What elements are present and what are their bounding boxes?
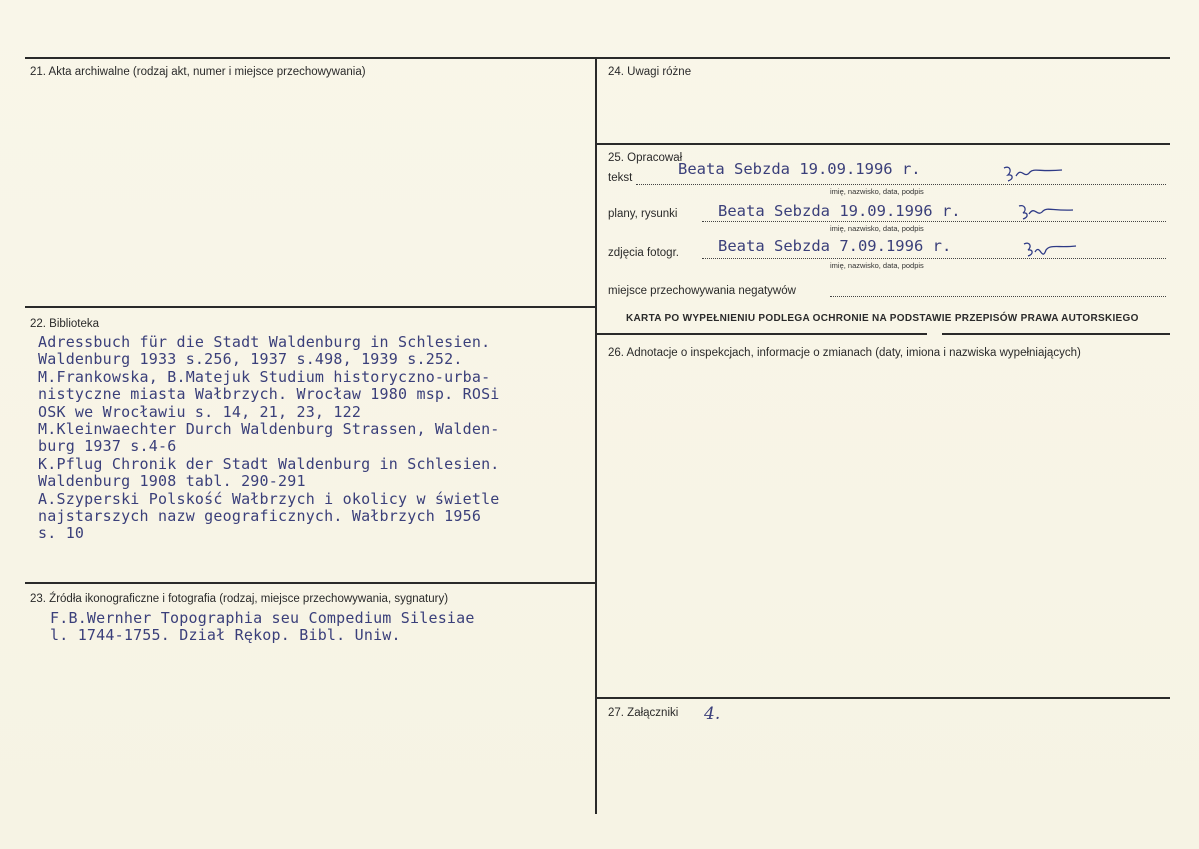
photos-field-line — [702, 258, 1166, 259]
signature-mark — [1000, 162, 1070, 186]
text-field-label: tekst — [608, 172, 633, 184]
photos-field-label: zdjęcia fotogr. — [608, 247, 679, 259]
library-line: Adressbuch für die Stadt Waldenburg in Schlesien. — [38, 333, 491, 351]
rule-25-26-right — [942, 333, 1170, 335]
signature-mark — [1020, 238, 1090, 264]
library-line: K.Pflug Chronik der Stadt Waldenburg in Schlesien. — [38, 454, 500, 473]
rule-25-26-left — [597, 333, 927, 335]
library-line: s. 10 — [38, 524, 85, 543]
text-field-value: Beata Sebzda 19.09.1996 r. — [678, 160, 921, 178]
photos-field-value: Beata Sebzda 7.09.1996 r. — [718, 237, 952, 255]
negatives-line — [830, 296, 1166, 297]
iconography-line: F.B.Wernher Topographia seu Compedium Silesiae — [50, 609, 475, 627]
library-line: OSK we Wrocławiu s. 14, 21, 23, 122 — [38, 402, 362, 421]
section-26-label: 26. Adnotacje o inspekcjach, informacje o zmianach (daty, imiona i nazwiska wypełniających) — [608, 347, 1081, 359]
section-21-label: 21. Akta archiwalne (rodzaj akt, numer i miejsce przechowywania) — [30, 66, 366, 78]
vertical-divider — [595, 57, 597, 814]
plans-field-caption: imię, nazwisko, data, podpis — [830, 224, 924, 233]
photos-field-caption: imię, nazwisko, data, podpis — [830, 261, 924, 270]
rule-24-25 — [597, 143, 1170, 145]
library-line: M.Kleinwaechter Durch Waldenburg Strassen, Walden- — [38, 420, 500, 439]
signature-mark — [1015, 202, 1085, 226]
top-rule-left — [25, 57, 596, 59]
section-22-label: 22. Biblioteka — [30, 318, 100, 330]
library-line: A.Szyperski Polskość Wałbrzych i okolicy w świetle — [38, 489, 500, 508]
library-line: Waldenburg 1908 tabl. 290-291 — [38, 472, 306, 491]
library-line: Waldenburg 1933 s.256, 1937 s.498, 1939 s.252. — [38, 350, 463, 369]
section-23-label: 23. Źródła ikonograficzne i fotografia (rodzaj, miejsce przechowywania, sygnatury) — [30, 593, 449, 605]
library-line: nistyczne miasta Wałbrzych. Wrocław 1980 msp. ROSi — [38, 385, 500, 404]
attachments-value: 4. — [704, 704, 721, 724]
iconography-entries — [50, 610, 475, 645]
copyright-notice: KARTA PO WYPEŁNIENIU PODLEGA OCHRONIE NA PODSTAWIE PRZEPISÓW PRAWA AUTORSKIEGO — [626, 313, 1139, 324]
text-field-caption: imię, nazwisko, data, podpis — [830, 187, 924, 196]
library-line: najstarszych nazw geograficznych. Wałbrzych 1956 — [38, 507, 482, 526]
section-24-label: 24. Uwagi różne — [608, 66, 692, 78]
plans-field-value: Beata Sebzda 19.09.1996 r. — [718, 202, 961, 220]
text-field-line — [636, 184, 1166, 185]
library-entries — [38, 334, 500, 543]
rule-21-22 — [25, 306, 596, 308]
section-25-label: 25. Opracował — [608, 152, 683, 164]
library-line: burg 1937 s.4-6 — [38, 437, 177, 456]
plans-field-label: plany, rysunki — [608, 208, 678, 220]
top-rule-right — [597, 57, 1170, 59]
iconography-line: l. 1744-1755. Dział Rękop. Bibl. Uniw. — [50, 626, 401, 645]
library-line: M.Frankowska, B.Matejuk Studium historyczno-urba- — [38, 367, 491, 386]
section-27-label: 27. Załączniki — [608, 707, 679, 719]
negatives-label: miejsce przechowywania negatywów — [608, 285, 796, 297]
rule-26-27 — [597, 697, 1170, 699]
rule-22-23 — [25, 582, 596, 584]
plans-field-line — [702, 221, 1166, 222]
